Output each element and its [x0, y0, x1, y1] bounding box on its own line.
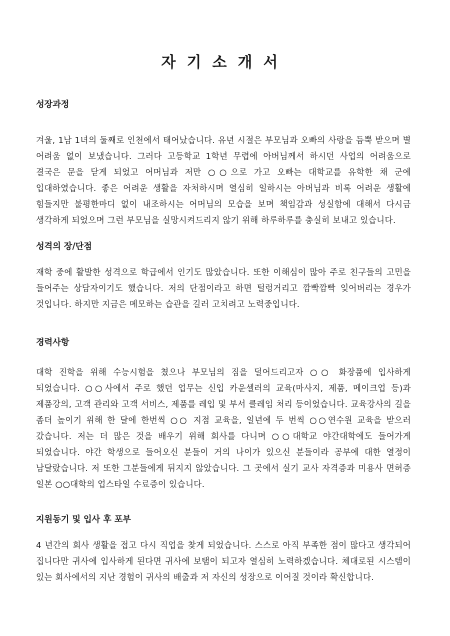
section-heading-motivation: 지원동기 및 입사 후 포부 — [36, 515, 131, 525]
document-title: 자기소개서 — [161, 53, 289, 71]
section-body-growth: 겨울, 1남 1녀의 둘째로 인천에서 태어났습니다. 유년 시절은 부모님과 오빠의 사랑을 듬뿍 받으며 별 어려움 없이 보냈습니다. 그러다 고등학교 1학년 무렵에 아버님께서 하시던 사업의 어려움으로 결국은 문을 닫게 되었고 어머님과 저만 ○○으로 가고 오빠는 대학교를 유학한 채 군에 입대하였습니다. 좋은 어려운 생활을 자처하시며 열심히 일하시는 아버님과 비록 어려운 생활에 힘들지만 불평한마디 없이 내조하시는 어머님의 모습을 보며 책임감과 성실함에 대해서 다시금 생각하게 되었으며 그런 부모님을 실망시켜드리지 않기 위해 하루하루를 충실히 보내고 있습니다. — [36, 135, 411, 225]
section-body-motivation: 4 년간의 회사 생활을 접고 다시 직업을 찾게 되었습니다. 스스로 아직 부족한 점이 많다고 생각되어 집니다만 귀사에 입사하게 된다면 귀사에 보탬이 되고자 열심히 노력하겠습니다. 체대로된 시스템이 있는 회사에서의 지난 경험이 귀사의 배출과 저 자신의 성장으로 이어질 것이라 확신합니다. — [36, 540, 411, 582]
section-heading-personality: 성격의 장/단점 — [36, 242, 92, 252]
section-heading-growth: 성장과정 — [36, 100, 70, 110]
section-body-career: 대학 진학을 위해 수능시험을 쳤으나 부모님의 짐을 덜어드리고자 ○○ 화장품에 입사하게 되었습니다. ○○사에서 주로 했던 업무는 신입 카운셀러의 교육(마사지, 제품, 메이크업 등)과 제품강의, 고객 관리와 고객 서비스, 제품를 레입 및 부서 클레임 처리 등이었습니다. 교육강사의 길을 좀더 높이기 위해 한 달에 한번씩 ○○ 지점 교육을, 일년에 두 번씩 ○○연수원 교육을 받으러 갔습니다. 저는 더 많은 것을 배우기 위해 회사를 다니며 ○○대학교 야간대학에도 들어가게 되었습니다. 야간 학생으로 들어오신 분들이 거의 나이가 있으신 분들이라 공부에 대한 열정이 남달랐습니다. 저 또한 그분들에게 뒤지지 않았습니다. 그 곳에서 실기 교사 자격증과 미용사 면허증 일본 ○○대학의 업스타일 수료증이 있습니다. — [36, 367, 411, 489]
section-body-personality: 재학 중에 활발한 성격으로 학급에서 인기도 많았습니다. 또한 이해심이 많아 주로 친구들의 고민을 들어주는 상담자이기도 했습니다. 저의 단점이라고 하면 털렁거리고 깜빡깜빡 잊어버리는 경우가 것입니다. 하지만 지금은 메모하는 습관을 길러 고치려고 노력중입니다. — [36, 267, 411, 309]
section-heading-career: 경력사항 — [36, 338, 70, 348]
